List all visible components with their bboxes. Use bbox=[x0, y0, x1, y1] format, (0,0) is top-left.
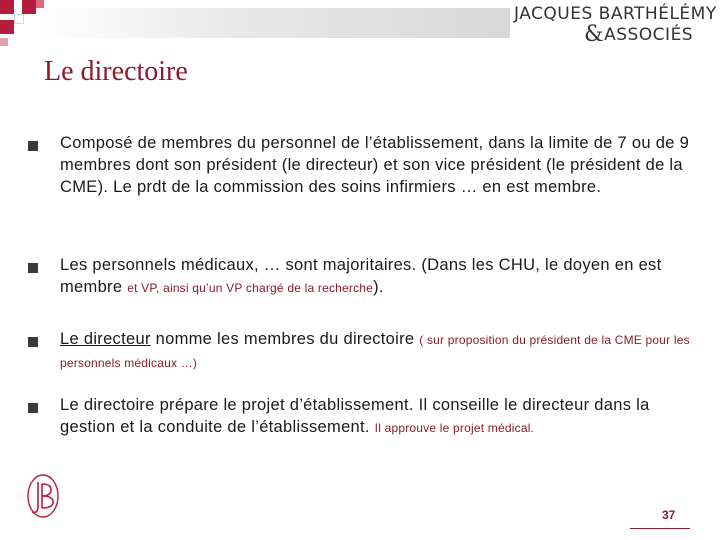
brand-line2 bbox=[584, 21, 693, 46]
decor-square bbox=[0, 0, 14, 14]
bullet-square-icon bbox=[28, 141, 38, 151]
bullet-text-main: nomme les membres du directoire bbox=[150, 330, 420, 348]
bullet-text-main: Le directoire prépare le projet d’établissement. Il conseille le directeur dans la gestion et la conduite de l’établissement. bbox=[60, 396, 650, 436]
brand-logo bbox=[514, 4, 717, 47]
decor-square bbox=[36, 0, 44, 8]
bullet-text bbox=[60, 254, 700, 299]
jb-monogram-icon bbox=[24, 470, 64, 522]
bullet-text-small: ( sur proposition du président de la CME pour les personnels médicaux …) bbox=[60, 333, 690, 370]
jb-monogram-logo bbox=[24, 470, 64, 522]
bullet-square-icon bbox=[28, 403, 38, 413]
brand-line1: JACQUES BARTHÉLÉMY bbox=[514, 4, 717, 24]
page-number-underline bbox=[630, 528, 690, 529]
bullet-square-icon bbox=[28, 337, 38, 347]
bullet-text bbox=[60, 328, 700, 374]
decor-square bbox=[0, 38, 8, 46]
bullet-text-main: Composé de membres du personnel de l’établissement, dans la limite de 7 ou de 9 membres dont son président (le directeur) et son vice président (le président de la CME). Le prdt de la commission des soins infirmiers … en est membre. bbox=[60, 134, 690, 196]
page-number: 37 bbox=[662, 508, 676, 522]
slide-title: Le directoire bbox=[44, 56, 188, 87]
bullet-text bbox=[60, 394, 700, 439]
decor-square bbox=[22, 0, 36, 14]
bullet-text-main: Les personnels médicaux, … sont majoritaires. (Dans les CHU, le doyen en est membre bbox=[60, 256, 662, 296]
decor-square bbox=[0, 20, 14, 34]
bullet-text-underlined: Le directeur bbox=[60, 330, 151, 348]
decor-square bbox=[14, 14, 24, 24]
header-gradient-bar bbox=[40, 8, 510, 38]
brand-ampersand: & bbox=[584, 22, 605, 47]
bullet-text bbox=[60, 132, 700, 198]
brand-line2-text: ASSOCIÉS bbox=[604, 25, 694, 45]
bullet-text-tail: ). bbox=[373, 278, 384, 296]
bullet-text-small: et VP, ainsi qu’un VP chargé de la recherche bbox=[127, 281, 374, 295]
bullet-text-small: Il approuve le projet médical. bbox=[374, 421, 535, 435]
bullet-square-icon bbox=[28, 263, 38, 273]
